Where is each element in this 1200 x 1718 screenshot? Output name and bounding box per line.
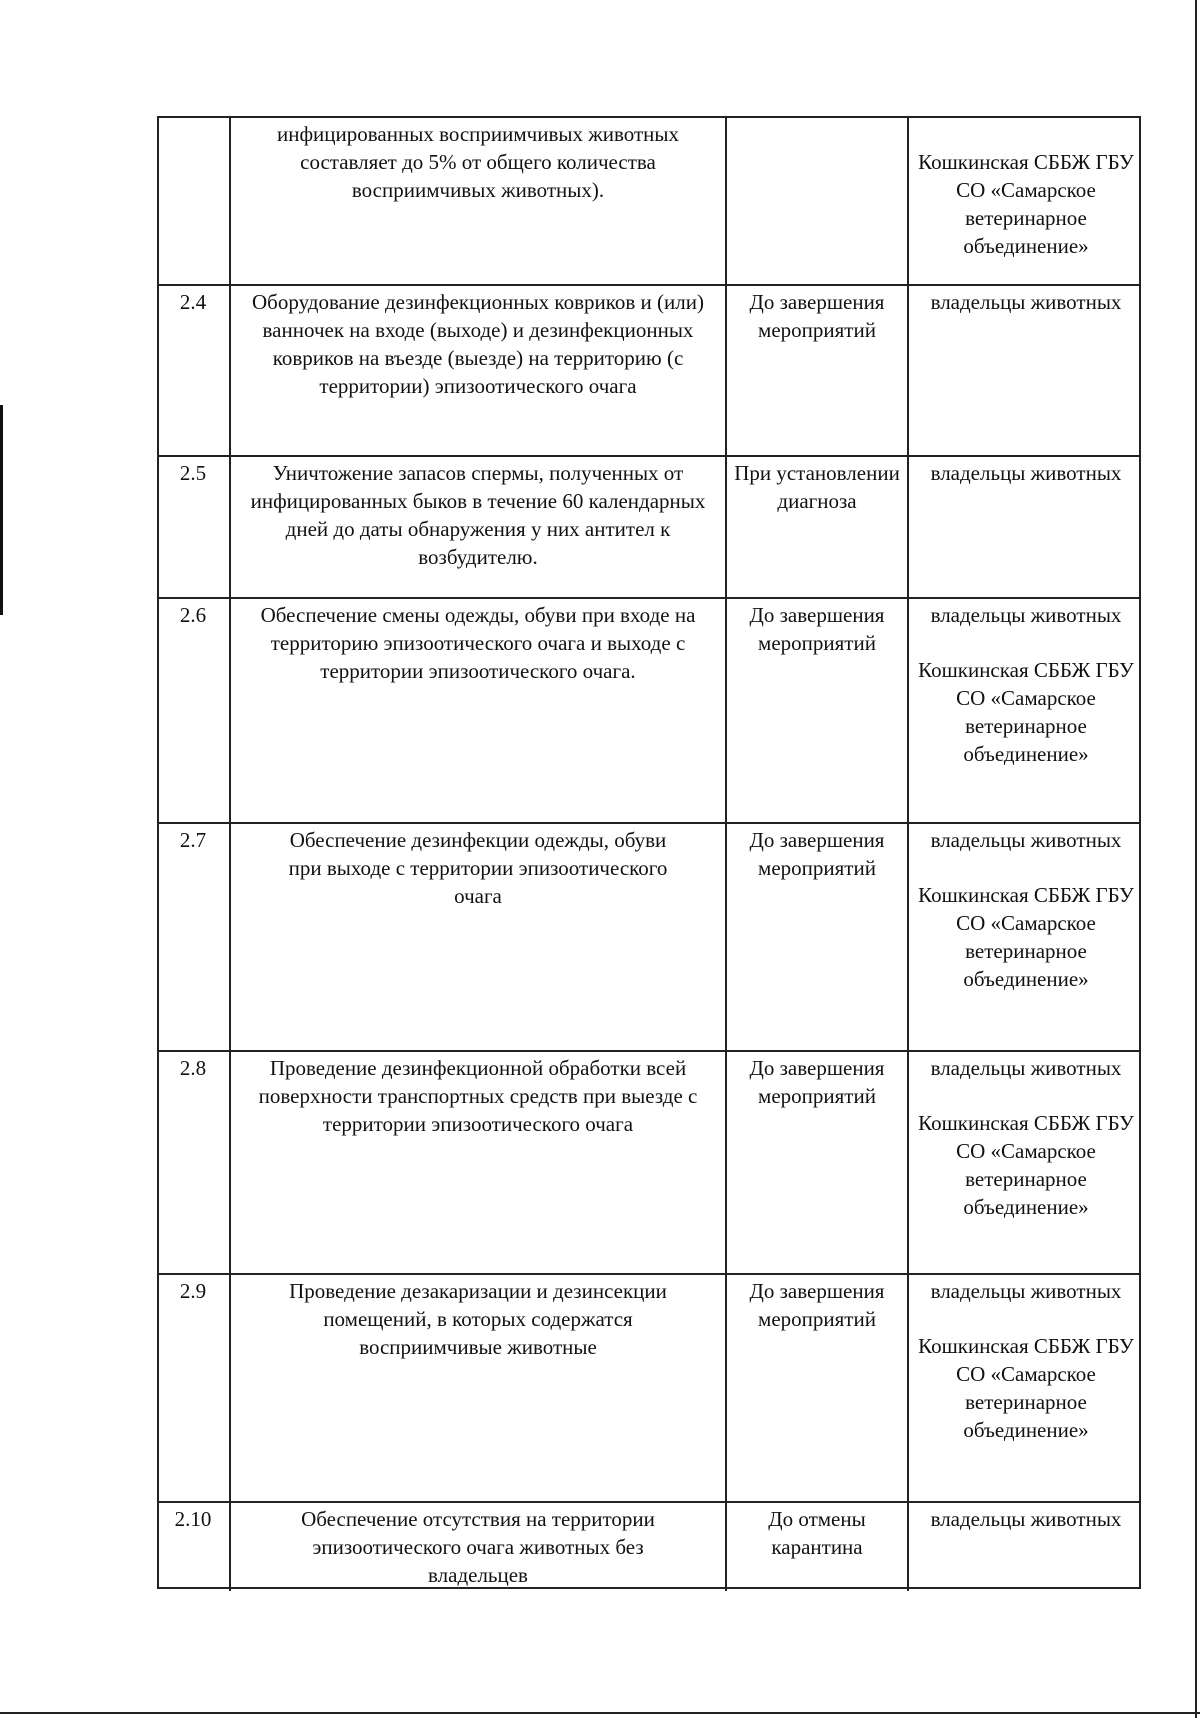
term-cell (727, 118, 909, 284)
responsible-owners: владельцы животных (930, 461, 1122, 485)
responsible-owners: владельцы животных (930, 1507, 1122, 1531)
row-number: 2.10 (159, 1503, 231, 1591)
responsible-cell (909, 599, 1143, 822)
responsible-org: Кошкинская СББЖ ГБУ СО «Самарское ветеринарное объединение» (918, 1334, 1134, 1442)
row-number: 2.9 (159, 1275, 231, 1501)
measure-text: Обеспечение дезинфекции одежды, обуви при выходе с территории эпизоотического очага (288, 828, 668, 908)
responsible-cell (909, 457, 1143, 597)
scan-edge-right (1195, 0, 1197, 1718)
measure-cell (231, 824, 727, 1050)
term-cell (727, 1503, 909, 1591)
responsible-org: Кошкинская СББЖ ГБУ СО «Самарское ветеринарное объединение» (918, 883, 1134, 991)
measure-cell: Проведение дезинфекционной обработки всей поверхности транспортных средств при выезде с территории эпизоотического очага (231, 1052, 727, 1273)
responsible-cell (909, 1275, 1143, 1501)
responsible-org: Кошкинская СББЖ ГБУ СО «Самарское ветеринарное объединение» (918, 658, 1134, 766)
scan-edge-bottom (0, 1712, 1200, 1714)
measure-cell: Обеспечение смены одежды, обуви при входе на территорию эпизоотического очага и выходе с территории эпизоотического очага. (231, 599, 727, 822)
table-row (157, 1275, 1141, 1503)
row-number: 2.5 (159, 457, 231, 597)
measure-text: Обеспечение отсутствия на территории эпизоотического очага животных без владельцев (301, 1507, 655, 1587)
row-number: 2.8 (159, 1052, 231, 1273)
row-number: 2.7 (159, 824, 231, 1050)
measure-text: Проведение дезакаризации и дезинсекции помещений, в которых содержатся восприимчивые животные (289, 1279, 667, 1359)
measures-table (157, 116, 1141, 1589)
term-cell: До завершения мероприятий (727, 599, 909, 822)
responsible-org: Кошкинская СББЖ ГБУ СО «Самарское ветеринарное объединение» (918, 150, 1134, 258)
responsible-owners: владельцы животных (930, 1056, 1122, 1080)
responsible-owners: владельцы животных (930, 1279, 1122, 1303)
row-number (159, 118, 231, 284)
responsible-cell (909, 118, 1143, 284)
measure-cell (231, 1503, 727, 1591)
term-cell: До завершения мероприятий (727, 1275, 909, 1501)
responsible-cell (909, 1503, 1143, 1591)
table-row (157, 599, 1141, 824)
row-number: 2.4 (159, 286, 231, 455)
table-row (157, 457, 1141, 599)
term-cell: До завершения мероприятий (727, 1052, 909, 1273)
scan-edge-left-mark (0, 405, 3, 615)
responsible-owners: владельцы животных (930, 828, 1122, 852)
table-row (157, 1052, 1141, 1275)
table-row (157, 116, 1141, 286)
term-cell: До завершения мероприятий (727, 286, 909, 455)
table-row (157, 1503, 1141, 1589)
table-row (157, 286, 1141, 457)
measure-cell: Оборудование дезинфекционных ковриков и (или) ванночек на входе (выходе) и дезинфекционных ковриков на въезде (выезде) на территорию (с территории) эпизоотического очага (231, 286, 727, 455)
measure-cell (231, 1275, 727, 1501)
responsible-owners: владельцы животных (930, 290, 1122, 314)
responsible-cell (909, 824, 1143, 1050)
responsible-cell (909, 1052, 1143, 1273)
responsible-owners: владельцы животных (930, 603, 1122, 627)
term-text: До отмены карантина (768, 1507, 866, 1559)
table-row (157, 824, 1141, 1052)
term-cell: При установлении диагноза (727, 457, 909, 597)
responsible-cell (909, 286, 1143, 455)
responsible-org: Кошкинская СББЖ ГБУ СО «Самарское ветеринарное объединение» (918, 1111, 1134, 1219)
row-number: 2.6 (159, 599, 231, 822)
term-cell: До завершения мероприятий (727, 824, 909, 1050)
measure-cell: Уничтожение запасов спермы, полученных от инфицированных быков в течение 60 календарных дней до даты обнаружения у них антител к возбудителю. (231, 457, 727, 597)
measure-cell: инфицированных восприимчивых животных составляет до 5% от общего количества восприимчивых животных). (231, 118, 727, 284)
